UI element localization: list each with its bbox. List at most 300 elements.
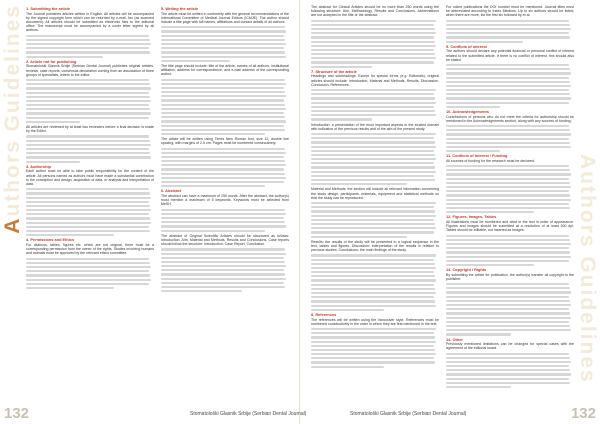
text-lines bbox=[311, 328, 439, 368]
paragraph: All articles are reviewed by at least two reviewers before a final decision is made by the Editor. bbox=[26, 125, 154, 134]
text-line bbox=[26, 209, 151, 211]
text-line bbox=[161, 282, 284, 284]
text-line bbox=[446, 133, 571, 135]
text-line bbox=[311, 292, 436, 294]
text-line bbox=[161, 181, 284, 183]
text-line bbox=[311, 202, 436, 204]
text-line bbox=[311, 32, 436, 34]
text-line bbox=[311, 162, 434, 164]
text-line bbox=[311, 66, 372, 68]
paragraph: For online publications the DOI number must be mentioned. Journal titles must be abbreviated according to Index Medicus. Up to six authors should be listed; when there are more, list the first six followed by et al. bbox=[446, 5, 574, 18]
text-line bbox=[446, 138, 569, 140]
section-heading: 12. Figures, Images, Tables bbox=[446, 214, 497, 220]
text-line bbox=[311, 288, 435, 290]
text-line bbox=[161, 248, 285, 250]
text-line bbox=[161, 99, 284, 101]
text-line bbox=[446, 182, 570, 184]
text-line bbox=[446, 264, 534, 266]
paragraph: The abstract of Original Scientific Articles should be structured as follows: Introduction, Aim, Material and Methods, Results and Conclusions. Case reports should follow the structure: Introduction, Case Report, Conclusion. bbox=[161, 233, 289, 247]
text-line bbox=[311, 357, 434, 359]
text-line bbox=[446, 85, 571, 87]
text-line bbox=[446, 325, 570, 327]
text-line bbox=[446, 36, 570, 38]
text-lines bbox=[26, 258, 154, 290]
text-lines bbox=[26, 35, 154, 58]
text-line bbox=[446, 165, 569, 167]
text-line bbox=[311, 53, 435, 55]
text-line bbox=[161, 164, 286, 166]
text-line bbox=[446, 329, 571, 331]
text-line bbox=[446, 28, 571, 30]
text-line bbox=[446, 68, 570, 70]
text-line bbox=[26, 148, 149, 150]
text-lines bbox=[311, 202, 439, 238]
text-line bbox=[446, 186, 571, 188]
section-heading: 8. References bbox=[311, 311, 337, 317]
left-vertical-title-rest: uthors Guidelines bbox=[1, 4, 24, 217]
text-line bbox=[446, 357, 570, 359]
text-line bbox=[26, 234, 114, 236]
text-line bbox=[446, 178, 569, 180]
text-line bbox=[311, 106, 434, 108]
text-line bbox=[311, 206, 434, 208]
text-lines bbox=[446, 125, 574, 152]
paragraph: The article will be written using Times New Roman font, size 12, double line spacing, with margins of 2.5 cm. Pages must be numbered consecutively. bbox=[161, 137, 289, 146]
text-line bbox=[311, 150, 434, 152]
text-line bbox=[311, 175, 434, 177]
text-line bbox=[26, 92, 149, 94]
text-line bbox=[26, 96, 150, 98]
text-line bbox=[161, 116, 285, 118]
column-4 bbox=[446, 5, 574, 409]
section-heading: 2. Article not for publishing bbox=[26, 58, 77, 64]
text-line bbox=[26, 161, 80, 163]
text-line bbox=[26, 217, 150, 219]
text-line bbox=[311, 146, 436, 148]
text-line bbox=[446, 235, 569, 237]
text-line bbox=[26, 51, 150, 53]
text-line bbox=[26, 112, 151, 114]
text-lines bbox=[446, 20, 574, 43]
text-line bbox=[446, 146, 571, 148]
text-line bbox=[311, 236, 407, 238]
text-line bbox=[161, 56, 286, 58]
right-running-footer: Stomatološki Glasnik Srbije (Serbian Dental Journal) bbox=[350, 411, 467, 417]
text-line bbox=[446, 296, 569, 298]
text-line bbox=[311, 305, 436, 307]
text-line bbox=[26, 192, 150, 194]
paragraph: The article must be written in conformity with the general recommendations of the International Committee of Medical Journal Editors (ICMJE). The author should include a title page with full names, affiliations and contact details of all authors. bbox=[161, 11, 289, 24]
text-line bbox=[161, 87, 284, 89]
text-line bbox=[161, 225, 286, 227]
paragraph: The Journal publishes articles written in English. All articles will be accompanied by the signed copyright form which can be returned by e-mail, fax (as scanned document). All articles should be submitted as electronic files to the editorial office. The manuscript must be accompanied by a cover letter signed by all authors. bbox=[26, 11, 154, 33]
text-line bbox=[446, 333, 511, 335]
text-line bbox=[446, 287, 570, 289]
text-line bbox=[26, 108, 150, 110]
text-line bbox=[311, 219, 434, 221]
text-line bbox=[26, 47, 149, 49]
section-heading: 11. Conflicts of Interest / Funding bbox=[446, 153, 508, 159]
paragraph: For citations, tables, figures etc. which are not original, there must be a corresponding permission from the owner of the rights. Studies involving humans and animals must be approved by the relevant ethics committee. bbox=[26, 242, 154, 256]
text-line bbox=[26, 266, 151, 268]
text-line bbox=[26, 152, 150, 154]
right-vertical-title: Authors Guidelines bbox=[576, 154, 599, 384]
text-line bbox=[311, 41, 435, 43]
paragraph: Previously mentioned limitations can be changed for special cases with the agreement of the editorial board. bbox=[446, 342, 574, 351]
paragraph: Introduction: a presentation of the most important aspects in the studied domain with indication of the previous results and of the aim of the present study. bbox=[311, 122, 439, 131]
text-line bbox=[446, 247, 569, 249]
text-line bbox=[311, 171, 436, 173]
text-line bbox=[446, 203, 569, 205]
text-line bbox=[26, 39, 150, 41]
right-margin-band bbox=[576, 0, 600, 424]
text-line bbox=[161, 120, 286, 122]
text-line bbox=[161, 168, 284, 170]
section-heading: 1. Submitting the article bbox=[26, 6, 71, 11]
section-heading: 3. Authorship bbox=[26, 163, 51, 169]
text-line bbox=[26, 83, 150, 85]
text-line bbox=[446, 77, 569, 79]
text-line bbox=[161, 269, 284, 271]
text-line bbox=[311, 275, 435, 277]
text-line bbox=[311, 158, 436, 160]
left-vertical-title-initial: A bbox=[1, 216, 24, 234]
section-heading: 7. Structure of the article bbox=[311, 68, 357, 74]
text-line bbox=[26, 205, 150, 207]
text-line bbox=[311, 353, 436, 355]
paragraph: All illustrations must be numbered and cited in the text in order of appearance. Figures and images should be submitted at a resolution of at least 300 dpi. Tables should be editable, not inserted as images. bbox=[446, 219, 574, 233]
text-line bbox=[446, 173, 571, 175]
text-line bbox=[161, 230, 265, 232]
text-line bbox=[161, 43, 286, 45]
column-3 bbox=[311, 5, 439, 409]
section-heading: 4. Permissions and Ethics bbox=[26, 237, 75, 243]
left-page-number: 132 bbox=[4, 405, 30, 422]
text-line bbox=[26, 213, 149, 215]
column-1 bbox=[26, 5, 154, 409]
text-line bbox=[161, 129, 285, 131]
text-line bbox=[26, 117, 149, 119]
text-line bbox=[161, 79, 285, 81]
text-line bbox=[311, 284, 434, 286]
text-line bbox=[161, 148, 285, 150]
text-lines bbox=[161, 26, 289, 62]
text-lines bbox=[311, 20, 439, 68]
text-line bbox=[311, 45, 436, 47]
section-heading: 14. Other bbox=[446, 336, 463, 342]
paragraph: All sources of funding for the research must be declared. bbox=[446, 158, 535, 163]
text-line bbox=[311, 102, 436, 104]
text-line bbox=[161, 112, 284, 114]
paragraph: By submitting the article for publication, the author(s) transfer all copyright to the publisher. bbox=[446, 272, 574, 281]
text-line bbox=[446, 243, 571, 245]
text-line bbox=[161, 156, 284, 158]
text-line bbox=[446, 72, 571, 74]
text-line bbox=[311, 341, 436, 343]
text-line bbox=[311, 97, 435, 99]
text-lines bbox=[446, 235, 574, 267]
text-line bbox=[446, 256, 571, 258]
paragraph: The title page should include: title of the article, names of all authors, institutional affiliation, address for correspondence, and e-mail address of the corresponding author. bbox=[161, 63, 289, 77]
text-line bbox=[446, 361, 571, 363]
text-line bbox=[161, 273, 285, 275]
text-line bbox=[311, 114, 436, 116]
text-line bbox=[446, 386, 511, 388]
text-line bbox=[446, 300, 570, 302]
text-line bbox=[311, 24, 434, 26]
text-line bbox=[311, 361, 435, 363]
text-lines bbox=[311, 89, 439, 121]
text-line bbox=[446, 291, 571, 293]
text-line bbox=[446, 125, 569, 127]
text-line bbox=[311, 300, 435, 302]
text-line bbox=[161, 213, 286, 215]
text-line bbox=[161, 173, 285, 175]
text-line bbox=[446, 260, 569, 262]
section-heading: 13. Copyright / Rights bbox=[446, 267, 487, 273]
text-line bbox=[161, 257, 284, 259]
text-line bbox=[446, 211, 534, 213]
text-line bbox=[26, 262, 150, 264]
section-heading: 5. Writing the article bbox=[161, 6, 199, 11]
text-line bbox=[446, 199, 571, 201]
text-line bbox=[446, 308, 569, 310]
text-lines bbox=[446, 165, 574, 213]
text-lines bbox=[446, 283, 574, 335]
text-line bbox=[311, 336, 435, 338]
text-line bbox=[446, 41, 523, 43]
text-line bbox=[26, 226, 149, 228]
text-line bbox=[161, 265, 286, 267]
text-line bbox=[26, 230, 150, 232]
text-line bbox=[26, 140, 150, 142]
text-line bbox=[446, 317, 571, 319]
text-line bbox=[161, 290, 242, 292]
text-line bbox=[446, 142, 570, 144]
text-line bbox=[311, 179, 435, 181]
right-page-number: 132 bbox=[570, 405, 596, 422]
text-line bbox=[26, 100, 151, 102]
text-line bbox=[161, 177, 286, 179]
text-line bbox=[446, 283, 569, 285]
text-line bbox=[26, 270, 149, 272]
text-line bbox=[161, 209, 285, 211]
text-line bbox=[446, 194, 570, 196]
text-line bbox=[311, 28, 435, 30]
text-line bbox=[26, 135, 149, 137]
text-line bbox=[446, 106, 500, 108]
text-line bbox=[161, 26, 285, 28]
text-line bbox=[161, 160, 285, 162]
paragraph: Contributions of persons who do not meet the criteria for authorship should be mentioned in the Acknowledgements section, along with any sources of funding. bbox=[446, 114, 574, 123]
text-line bbox=[446, 190, 569, 192]
text-line bbox=[161, 133, 265, 135]
text-line bbox=[26, 188, 149, 190]
text-lines bbox=[161, 148, 289, 188]
text-line bbox=[446, 239, 570, 241]
text-line bbox=[26, 121, 80, 123]
paragraph: The abstract for Clinical Articles should be no more than 250 words using the following structure: Aim, Methodology, Results and Conclusions. Abbreviations are not accepted in the title or the abstract. bbox=[311, 5, 439, 18]
text-line bbox=[311, 133, 436, 135]
text-line bbox=[26, 279, 151, 281]
left-margin-band bbox=[0, 0, 24, 424]
text-line bbox=[446, 365, 569, 367]
text-line bbox=[311, 271, 434, 273]
text-line bbox=[446, 382, 570, 384]
text-line bbox=[311, 110, 435, 112]
text-lines bbox=[446, 64, 574, 108]
text-line bbox=[311, 328, 436, 330]
text-line bbox=[161, 278, 286, 280]
text-line bbox=[311, 36, 434, 38]
text-line bbox=[446, 378, 569, 380]
text-line bbox=[311, 20, 436, 22]
text-lines bbox=[311, 133, 439, 185]
paragraph: Material and Methods: the section will include all relevant information concerning the study design, participants, materials, equipment and statistical methods so that the study can be reproduced. bbox=[311, 187, 439, 200]
text-line bbox=[446, 169, 570, 171]
text-line bbox=[446, 32, 569, 34]
text-line bbox=[311, 345, 434, 347]
text-line bbox=[311, 89, 436, 91]
text-line bbox=[161, 152, 286, 154]
text-line bbox=[311, 349, 435, 351]
text-line bbox=[446, 81, 570, 83]
text-line bbox=[26, 222, 151, 224]
paragraph: The authors should declare any potential financial or personal conflict of interest related to the submitted article. If there is no conflict of interest, this should also be stated. bbox=[446, 49, 574, 62]
section-heading: 6. Abstract bbox=[161, 188, 181, 194]
text-line bbox=[311, 279, 436, 281]
left-vertical-title bbox=[1, 4, 24, 234]
text-line bbox=[446, 93, 570, 95]
text-line bbox=[311, 166, 435, 168]
text-line bbox=[161, 91, 285, 93]
text-line bbox=[311, 141, 435, 143]
text-line bbox=[161, 125, 284, 127]
text-line bbox=[311, 215, 436, 217]
text-line bbox=[311, 61, 434, 63]
text-line bbox=[26, 156, 151, 158]
text-line bbox=[161, 286, 285, 288]
text-line bbox=[311, 227, 436, 229]
text-line bbox=[446, 304, 571, 306]
text-line bbox=[26, 287, 114, 289]
text-line bbox=[311, 49, 434, 51]
text-line bbox=[161, 39, 285, 41]
text-line bbox=[161, 83, 286, 85]
text-line bbox=[161, 35, 284, 37]
text-line bbox=[26, 274, 150, 276]
text-line bbox=[446, 89, 569, 91]
text-line bbox=[446, 373, 571, 375]
text-line bbox=[26, 283, 149, 285]
text-line bbox=[446, 97, 571, 99]
text-line bbox=[26, 197, 151, 199]
text-lines bbox=[161, 79, 289, 136]
paragraph: Stomatološki Glasnik Srbije (Serbian Dental Journal) publishes original articles, reviews, case reports, consensus declaration coming from an association of three groups of specialists, letters to the editor. bbox=[26, 64, 154, 77]
text-line bbox=[26, 43, 151, 45]
section-heading: 9. Conflicts of interest bbox=[446, 43, 487, 49]
text-line bbox=[446, 353, 569, 355]
text-line bbox=[446, 369, 570, 371]
text-lines bbox=[446, 353, 574, 389]
text-line bbox=[26, 79, 149, 81]
paragraph: Results: the results of the study will be presented in a logical sequence in the text, tables and figures. Discussion: interpretation of the results in relation to previous studies. Conclusions: the main findings of the study. bbox=[311, 239, 439, 253]
text-line bbox=[26, 56, 103, 58]
text-line bbox=[311, 137, 434, 139]
text-line bbox=[161, 60, 230, 62]
section-heading: 10. Acknowledgements bbox=[446, 109, 489, 114]
left-running-footer: Stomatološki Glasnik Srbije (Serbian Dental Journal) bbox=[190, 411, 307, 417]
text-lines bbox=[161, 248, 289, 292]
text-line bbox=[161, 261, 285, 263]
text-line bbox=[161, 253, 286, 255]
text-lines bbox=[26, 79, 154, 123]
text-lines bbox=[311, 254, 439, 311]
text-line bbox=[311, 259, 434, 261]
text-line bbox=[446, 24, 570, 26]
text-line bbox=[311, 183, 407, 185]
page-divider bbox=[299, 0, 300, 424]
text-line bbox=[161, 217, 284, 219]
text-line bbox=[446, 251, 570, 253]
text-line bbox=[26, 144, 151, 146]
paragraph: Headings and subheadings: Except for special forms (e.g. Editorials), original articles should include: Introduction, Material and Methods, Results, Discussion, Conclusion, References. bbox=[311, 74, 439, 87]
text-line bbox=[26, 201, 149, 203]
text-line bbox=[311, 210, 435, 212]
text-line bbox=[311, 154, 435, 156]
text-line bbox=[311, 231, 434, 233]
text-line bbox=[446, 20, 569, 22]
text-line bbox=[161, 221, 285, 223]
text-line bbox=[161, 51, 285, 53]
text-line bbox=[311, 118, 372, 120]
text-line bbox=[311, 263, 435, 265]
text-lines bbox=[161, 209, 289, 232]
text-line bbox=[161, 185, 265, 187]
paragraph: Each author must be able to take public responsibility for the content of the article. All persons named as authors must have made a substantial contribution to the conception and design, acquisition of data, or analysis and interpretation of data. bbox=[26, 169, 154, 186]
text-line bbox=[26, 87, 151, 89]
text-line bbox=[26, 258, 149, 260]
text-line bbox=[161, 47, 284, 49]
text-line bbox=[446, 150, 500, 152]
text-line bbox=[446, 64, 569, 66]
text-line bbox=[311, 309, 384, 311]
text-line bbox=[311, 93, 434, 95]
text-line bbox=[161, 104, 285, 106]
text-lines bbox=[26, 135, 154, 162]
text-line bbox=[311, 267, 436, 269]
paragraph: The abstract can have a maximum of 250 words. After the abstract, the author(s) must mention a maximum of 5 keywords. Keywords must be selected from MeSH. bbox=[161, 194, 289, 207]
text-line bbox=[26, 104, 149, 106]
text-line bbox=[161, 95, 286, 97]
text-line bbox=[311, 254, 436, 256]
text-lines bbox=[26, 188, 154, 236]
text-line bbox=[446, 129, 570, 131]
text-line bbox=[161, 30, 286, 32]
text-line bbox=[26, 35, 149, 37]
text-line bbox=[311, 296, 434, 298]
paragraph: The references will be written using the Vancouver style. References must be numbered consecutively in the order in which they are first mentioned in the text. bbox=[311, 317, 439, 326]
text-line bbox=[161, 108, 286, 110]
text-line bbox=[311, 223, 435, 225]
text-line bbox=[446, 207, 570, 209]
text-line bbox=[311, 366, 384, 368]
text-line bbox=[446, 312, 570, 314]
text-line bbox=[311, 57, 436, 59]
text-line bbox=[446, 102, 569, 104]
text-line bbox=[446, 321, 569, 323]
column-2 bbox=[161, 5, 289, 409]
